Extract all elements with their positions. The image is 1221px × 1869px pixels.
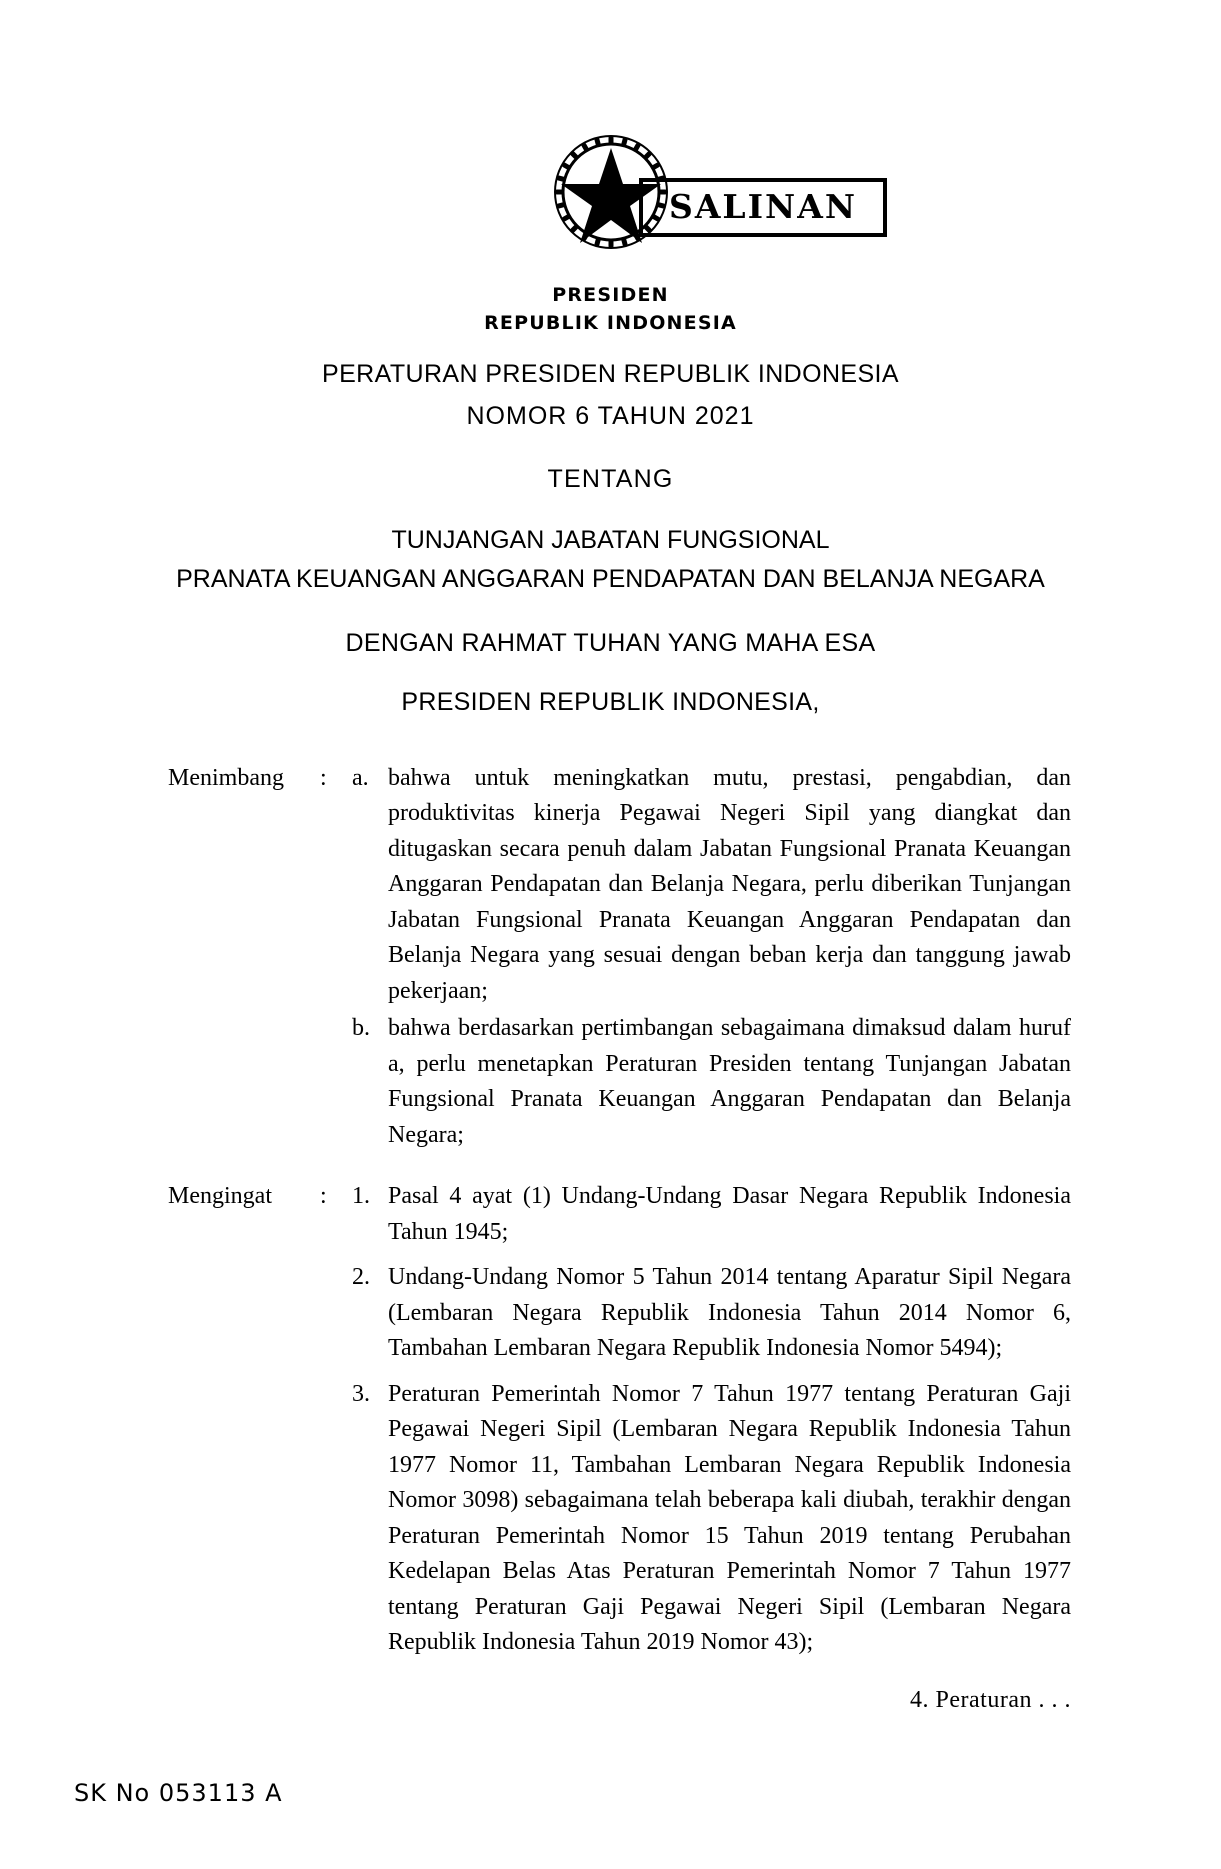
- continuation-note: 4. Peraturan . . .: [910, 1686, 1071, 1713]
- title-block: [0, 356, 1221, 717]
- invocation: DENGAN RAHMAT TUHAN YANG MAHA ESA: [345, 628, 876, 657]
- recalling-text-3: Peraturan Pemerintah Nomor 7 Tahun 1977 tentang Peraturan Gaji Pegawai Negeri Sipil (Lembaran Negara Republik Indonesia Tahun 1977 Nomor 11, Tambahan Lembaran Negara Republik Indonesia Nomor 3098) sebagaimana telah beberapa kali diubah, terakhir dengan Peraturan Pemerintah Nomor 15 Tahun 2019 tentang Perubahan Kedelapan Belas Atas Peraturan Pemerintah Nomor 7 Tahun 1977 tentang Peraturan Gaji Pegawai Negeri Sipil (Lembaran Negara Republik Indonesia Tahun 2019 Nomor 43);: [388, 1380, 1071, 1656]
- document-number: NOMOR 6 TAHUN 2021: [466, 402, 755, 431]
- emblem-container: [0, 126, 1221, 258]
- document-header: [0, 0, 1221, 334]
- considering-label: Menimbang: [168, 764, 284, 791]
- document-footer-code: SK No 053113 A: [74, 1779, 283, 1807]
- recalling-item-2: [352, 1260, 1071, 1367]
- recalling-marker-2: 2.: [352, 1264, 370, 1291]
- recalling-item-3: [352, 1377, 1071, 1661]
- considering-marker-a: a.: [352, 764, 369, 791]
- considering-item-b: [352, 1011, 1071, 1153]
- recalling-marker-3: 3.: [352, 1380, 370, 1407]
- document-body: [0, 761, 1221, 1661]
- considering-marker-b: b.: [352, 1015, 370, 1042]
- institution-line-1: PRESIDEN: [552, 284, 669, 306]
- considering-item-a: [168, 761, 1071, 1010]
- recalling-label: Mengingat: [168, 1183, 272, 1210]
- about-label: TENTANG: [547, 464, 674, 493]
- recalling-colon: :: [320, 1183, 327, 1210]
- considering-text-b: bahwa berdasarkan pertimbangan sebagaimana dimaksud dalam huruf a, perlu menetapkan Peraturan Presiden tentang Tunjangan Jabatan Fungsional Pranata Keuangan Anggaran Pendapatan dan Belanja Negara;: [388, 1015, 1071, 1148]
- subject-line-2: PRANATA KEUANGAN ANGGARAN PENDAPATAN DAN BELANJA NEGARA: [176, 565, 1045, 593]
- institution-line-2: REPUBLIK INDONESIA: [484, 312, 737, 334]
- signatory-heading: PRESIDEN REPUBLIK INDONESIA,: [401, 687, 820, 716]
- considering-colon: :: [320, 764, 327, 791]
- considering-group: [168, 761, 1071, 1154]
- salinan-stamp: SALINAN: [639, 178, 887, 237]
- recalling-text-2: Undang-Undang Nomor 5 Tahun 2014 tentang Aparatur Sipil Negara (Lembaran Negara Republik Indonesia Tahun 2014 Nomor 6, Tambahan Lembaran Negara Republik Indonesia Nomor 5494);: [388, 1264, 1071, 1362]
- document-heading: PERATURAN PRESIDEN REPUBLIK INDONESIA: [322, 360, 899, 388]
- recalling-marker-1: 1.: [352, 1183, 370, 1210]
- recalling-text-1: Pasal 4 ayat (1) Undang-Undang Dasar Negara Republik Indonesia Tahun 1945;: [388, 1183, 1071, 1245]
- subject-line-1: TUNJANGAN JABATAN FUNGSIONAL: [391, 525, 830, 554]
- recalling-item-1: [168, 1179, 1071, 1250]
- considering-text-a: bahwa untuk meningkatkan mutu, prestasi, pengabdian, dan produktivitas kinerja Pegawai Negeri Sipil yang diangkat dan ditugaskan secara penuh dalam Jabatan Fungsional Pranata Keuangan Anggaran Pendapatan dan Belanja Negara, perlu diberikan Tunjangan Jabatan Fungsional Pranata Keuangan Anggaran Pendapatan dan Belanja Negara yang sesuai dengan beban kerja dan tanggung jawab pekerjaan;: [388, 764, 1071, 1004]
- recalling-group: [168, 1179, 1071, 1661]
